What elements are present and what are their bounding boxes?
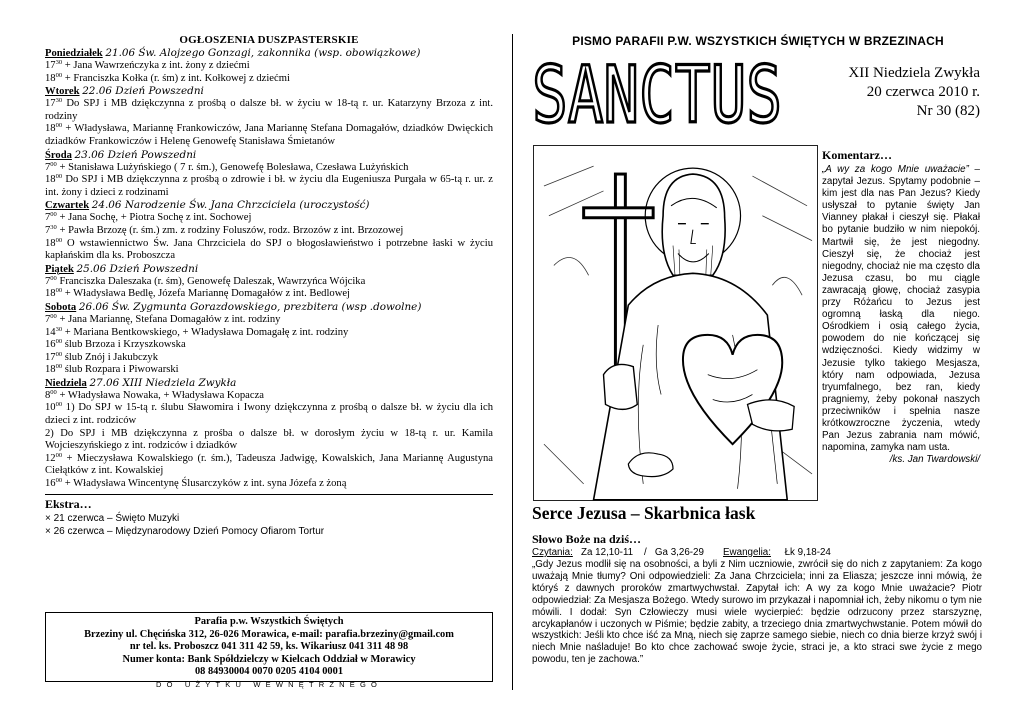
mass-minute: 00 bbox=[50, 160, 57, 168]
mass-minute: 00 bbox=[50, 312, 57, 320]
mass-intention: ślub Rozpara i Piwowarski bbox=[62, 364, 179, 376]
issue-number: Nr 30 (82) bbox=[916, 103, 980, 119]
mass-intention: ślub Brzoza i Krzyszkowska bbox=[62, 339, 186, 351]
mass-minute: 00 bbox=[55, 173, 63, 181]
day-name: Niedziela bbox=[45, 377, 87, 389]
mass-minute: 30 bbox=[55, 97, 63, 105]
daily-word bbox=[532, 532, 982, 666]
day-feast: 24.06 Narodzenie Św. Jana Chrzciciela (uroczystość) bbox=[91, 199, 370, 212]
day-name: Piątek bbox=[45, 263, 74, 275]
mass-minute: 30 bbox=[55, 325, 63, 333]
mass-hour: 16 bbox=[45, 478, 56, 490]
mass-hour: 16 bbox=[45, 339, 56, 351]
mass-intention: + Władysława Bedlę, Józefa Mariannę Domagałów z int. Bedlowej bbox=[62, 288, 350, 300]
extra-item: × 26 czerwca – Międzynarodowy Dzień Pomocy Ofiarom Tortur bbox=[45, 525, 325, 537]
mass-intention: + Mariana Bentkowskiego, + Władysława Domagałę z int. rodziny bbox=[62, 326, 349, 338]
mass-minute: 00 bbox=[55, 287, 63, 295]
mass-minute: 00 bbox=[50, 211, 57, 219]
commentary-author: /ks. Jan Twardowski/ bbox=[889, 454, 980, 466]
mass-intention: + Władysława Nowaka, + Władysława Kopacza bbox=[56, 389, 264, 401]
day-header bbox=[45, 263, 493, 276]
mass-minute: 00 bbox=[55, 477, 63, 485]
mass-intention: + Władysława, Mariannę Frankowiczów, Jana Mariannę Stefana Domagałów, dziadków Dwięckich dziadków Frankowiczów i Helenę Genowefę Stanisława Śmietanów bbox=[45, 123, 493, 147]
daily-word-title: Słowo Boże na dziś… bbox=[532, 532, 642, 546]
mass-minute: 00 bbox=[55, 401, 63, 409]
mass-entry bbox=[45, 174, 493, 199]
sanctus-logo bbox=[530, 51, 790, 141]
readings-label: Czytania: bbox=[532, 547, 573, 558]
mass-intention: Do SPJ i MB dziękczynna z prośbą o zdrowie i bł. w życiu dla Eugeniusza Purgała w 65-tą r. ur. z int. żony i dzieci z rodzinami bbox=[45, 174, 493, 198]
mass-hour: 17 bbox=[45, 98, 56, 110]
mass-intention: + Franciszka Kołka (r. śm) z int. Kołkowej z dziećmi bbox=[62, 72, 290, 84]
mass-entry bbox=[45, 73, 493, 86]
mass-hour: 7 bbox=[45, 313, 51, 325]
mass-entry bbox=[45, 60, 493, 73]
mass-entry bbox=[45, 276, 493, 289]
bank-account: 08 84930004 0070 0205 4104 0001 bbox=[194, 666, 344, 678]
mass-intention: + Jana Sochę, + Piotra Sochę z int. Sochowej bbox=[56, 212, 252, 224]
mass-intention: Franciszka Daleszaka (r. śm), Genowefę Daleszak, Wawrzyńca Wójcika bbox=[56, 275, 366, 287]
mass-entry bbox=[45, 352, 493, 365]
mass-hour: 18 bbox=[45, 123, 56, 135]
parish-name: Parafia p.w. Wszystkich Świętych bbox=[194, 616, 344, 627]
mass-entry bbox=[45, 225, 493, 238]
announcements-column bbox=[45, 34, 493, 714]
day-feast: 25.06 Dzień Powszedni bbox=[76, 262, 199, 275]
jesus-sacred-heart-icon bbox=[533, 145, 818, 501]
reading-separator: / bbox=[644, 547, 647, 558]
commentary-text: zapytał Jezus. Spytamy podobnie – kim jest dla nas Pan Jezus? Kiedy usłyszał to pytanie święty Jan Vianney płakał i cieszył się. Płakał bo pytanie budziło w nim niepokój. Martwił się, że jest niegodny. Cieszył się, że chociaż jest niegodny, chociaż nie ma często dla Jezusa czasu, bo mu ciągle zawracają głowę, chociaż zasypia przy Różańcu to Jezus jest ogromną łaską dla niego. Ośrodkiem i osią całego życia, powodem do nie kończącej się wdzięczności. Kiedy widzimy w Jezusie tylko takiego Mesjasza, który nam odpowiada, Jezusa tryumfalnego, bez ran, kiedy pragniemy, żeby pokonał naszych przeciwników i spełnia nasze krótkowzroczne życzenia, wtedy Pan Jezus zabrania nam mówić, napomina, zamyka nam usta. bbox=[822, 176, 980, 454]
mass-minute: 00 bbox=[55, 236, 63, 244]
mass-entry bbox=[45, 428, 493, 453]
mass-minute: 00 bbox=[50, 388, 57, 396]
extra-item: × 21 czerwca – Święto Muzyki bbox=[45, 512, 180, 524]
announcements-title: OGŁOSZENIA DUSZPASTERSKIE bbox=[179, 34, 359, 46]
first-reading: Za 12,10-11 bbox=[581, 547, 634, 558]
day-feast: 21.06 Św. Alojzego Gonzagi, zakonnika (wsp. obowiązkowe) bbox=[105, 47, 421, 59]
mass-entry bbox=[45, 402, 493, 427]
reading-references bbox=[532, 547, 982, 559]
commentary-title: Komentarz… bbox=[822, 148, 892, 162]
mass-hour: 18 bbox=[45, 364, 56, 376]
day-feast: 23.06 Dzień Powszedni bbox=[74, 148, 197, 161]
mass-intention: + Stanisława Lużyńskiego ( 7 r. śm.), Genowefę Bolesława, Czesława Lużyńskich bbox=[56, 161, 409, 173]
parish-contact-box bbox=[45, 612, 493, 682]
day-name: Poniedziałek bbox=[45, 48, 103, 59]
issue-date: 20 czerwca 2010 r. bbox=[866, 84, 980, 100]
mass-minute: 00 bbox=[50, 274, 57, 282]
article-title: Serce Jezusa – Skarbnica łask bbox=[532, 503, 756, 523]
mass-intention: ślub Znój i Jakubczyk bbox=[62, 351, 159, 363]
mass-entry bbox=[45, 288, 493, 301]
mass-minute: 30 bbox=[55, 59, 63, 66]
day-header bbox=[45, 85, 493, 98]
mass-entry bbox=[45, 390, 493, 403]
day-feast: 27.06 XIII Niedziela Zwykła bbox=[89, 376, 237, 389]
mass-entry bbox=[45, 327, 493, 340]
day-feast: 26.06 Św. Zygmunta Gorazdowskiego, prezbitera (wsp .dowolne) bbox=[78, 300, 422, 313]
mass-minute: 00 bbox=[55, 338, 63, 346]
mass-minute: 00 bbox=[55, 350, 63, 358]
mass-minute: 00 bbox=[55, 363, 63, 371]
parish-address: Brzeziny ul. Chęcińska 312, 26-026 Morawica, e-mail: parafia.brzeziny@gmail.com bbox=[84, 628, 454, 640]
mass-hour: 18 bbox=[45, 72, 56, 84]
mass-entry bbox=[45, 314, 493, 327]
day-header bbox=[45, 301, 493, 314]
mass-intention: + Jana Wawrzeńczyka z int. żony z dziećmi bbox=[62, 60, 250, 71]
mass-entry bbox=[45, 238, 493, 263]
mass-intention: + Władysława Wincentynę Ślusarczyków z int. syna Józefa z żoną bbox=[62, 478, 347, 490]
mass-hour: 12 bbox=[45, 452, 56, 464]
day-name: Środa bbox=[45, 149, 72, 161]
mass-hour: 7 bbox=[45, 161, 51, 173]
mass-hour: 17 bbox=[45, 60, 56, 71]
mass-hour: 18 bbox=[45, 288, 56, 300]
mass-intention: + Jana Mariannę, Stefana Domagałów z int. rodziny bbox=[56, 313, 281, 325]
day-name: Czwartek bbox=[45, 200, 90, 212]
mass-intention: O wstawiennictwo Św. Jana Chrzciciela do SPJ o błogosławieństwo i potrzebne łaski w życiu kapłańskim dla ks. Proboszcza bbox=[45, 237, 493, 262]
mass-hour: 18 bbox=[45, 174, 56, 186]
mass-entry bbox=[45, 212, 493, 225]
logo-text: SANCTUS bbox=[532, 51, 782, 141]
mass-entry bbox=[45, 364, 493, 377]
mass-entry bbox=[45, 123, 493, 148]
mass-entry bbox=[45, 339, 493, 352]
mass-minute: 00 bbox=[55, 122, 63, 130]
mass-hour: 14 bbox=[45, 326, 56, 338]
column-divider bbox=[512, 34, 513, 690]
mass-minute: 00 bbox=[55, 71, 63, 79]
bank-name: Numer konta: Bank Spółdzielczy w Kielcach Oddział w Morawicy bbox=[122, 653, 416, 665]
mass-entry bbox=[45, 453, 493, 478]
mass-intention: Do SPJ i MB dziękczynna z prośbą o dalsze bł. w życiu w 18-tą r. ur. Katarzyny Brzoza z int. rodziny bbox=[45, 98, 493, 122]
day-name: Wtorek bbox=[45, 86, 80, 98]
commentary-quote: „A wy za kogo Mnie uważacie” – bbox=[822, 164, 980, 175]
mass-hour: 7 bbox=[45, 275, 51, 287]
day-feast: 22.06 Dzień Powszedni bbox=[82, 85, 204, 98]
mass-minute: 30 bbox=[50, 223, 57, 231]
day-header bbox=[45, 149, 493, 162]
parish-phones: nr tel. ks. Proboszcz 041 311 42 59, ks. Wikariusz 041 311 48 98 bbox=[129, 641, 409, 653]
extras-title: Ekstra… bbox=[45, 496, 92, 511]
issue-info bbox=[780, 64, 980, 121]
gospel-text: „Gdy Jezus modlił się na osobności, a byli z Nim uczniowie, zwrócił się do nich z zapytaniem: Za kogo uważają Mnie tłumy? Oni odpowiedzieli: Za Jana Chrzciciela; inni za Eliasza; jeszcze inni mówią, że któryś z dawnych proroków zmartwychwstał. Zapytał ich: A wy za kogo Mnie uważacie? Piotr odpowiedział: Za Mesjasza Bożego. Wtedy surowo im przykazał i napomniał ich, żeby nikomu o tym nie mówili. I dodał: Syn Człowieczy musi wiele wycierpieć: będzie odrzucony przez starszyznę, arcykapłanów i uczonych w Piśmie; będzie zabity, a trzeciego dnia zmartwychwstanie. Potem mówił do wszystkich: Jeśli kto chce iść za Mną, niech się zaprze samego siebie, niech co dnia bierze krzyż swój i niech Mnie naśladuje! Bo kto chce zachować swoje życie, straci je, a kto straci swe życie z mego powodu, ten je zachowa.” bbox=[532, 559, 982, 666]
commentary bbox=[822, 148, 980, 466]
divider-line bbox=[45, 494, 493, 495]
mass-intention: 1) Do SPJ w 15-tą r. ślubu Sławomira i Iwony dziękczynna z prośbą o dalsze bł. w życiu dla ich dzieci z int. rodziców bbox=[45, 402, 493, 427]
mass-hour: 7 bbox=[45, 212, 51, 224]
commentary-body bbox=[822, 164, 980, 454]
mass-hour: 10 bbox=[45, 402, 56, 414]
mass-entry bbox=[45, 98, 493, 123]
masthead: PISMO PARAFII P.W. WSZYSTKICH ŚWIĘTYCH W BRZEZINACH bbox=[572, 34, 944, 48]
day-name: Sobota bbox=[45, 301, 77, 313]
day-header bbox=[45, 199, 493, 212]
mass-hour: 17 bbox=[45, 351, 56, 363]
mass-entry bbox=[45, 478, 493, 491]
schedule bbox=[45, 47, 493, 491]
mass-minute: 00 bbox=[55, 451, 63, 459]
second-reading: Ga 3,26-29 bbox=[654, 547, 704, 558]
day-header bbox=[45, 47, 493, 60]
mass-hour: 7 bbox=[45, 224, 51, 236]
day-header bbox=[45, 377, 493, 390]
mass-hour: 8 bbox=[45, 389, 51, 401]
mass-intention: + Pawła Brzozę (r. śm.) zm. z rodziny Foluszów, rodz. Brzozów z int. Brzozowej bbox=[56, 224, 404, 236]
issue-sunday: XII Niedziela Zwykła bbox=[848, 65, 980, 81]
gospel-reference: Łk 9,18-24 bbox=[784, 547, 831, 558]
gospel-label: Ewangelia: bbox=[723, 547, 771, 558]
mass-hour: 18 bbox=[45, 237, 56, 249]
internal-use-note: DO UŻYTKU WEWNĘTRZNEGO bbox=[155, 680, 383, 689]
mass-entry bbox=[45, 162, 493, 175]
mass-intention: 2) Do SPJ i MB dziękczynna z prośba o dalsze bł. w dorosłym życiu w 18-tą r. ur. Kamila Wojcieszyńskiego z int. rodziców i dziadków bbox=[45, 427, 493, 452]
mass-intention: + Mieczysława Kowalskiego (r. śm.), Tadeusza Jadwigę, Kowalskich, Jana Mariannę Augustyna Ciełątków z int. Kowalskiej bbox=[45, 452, 493, 477]
